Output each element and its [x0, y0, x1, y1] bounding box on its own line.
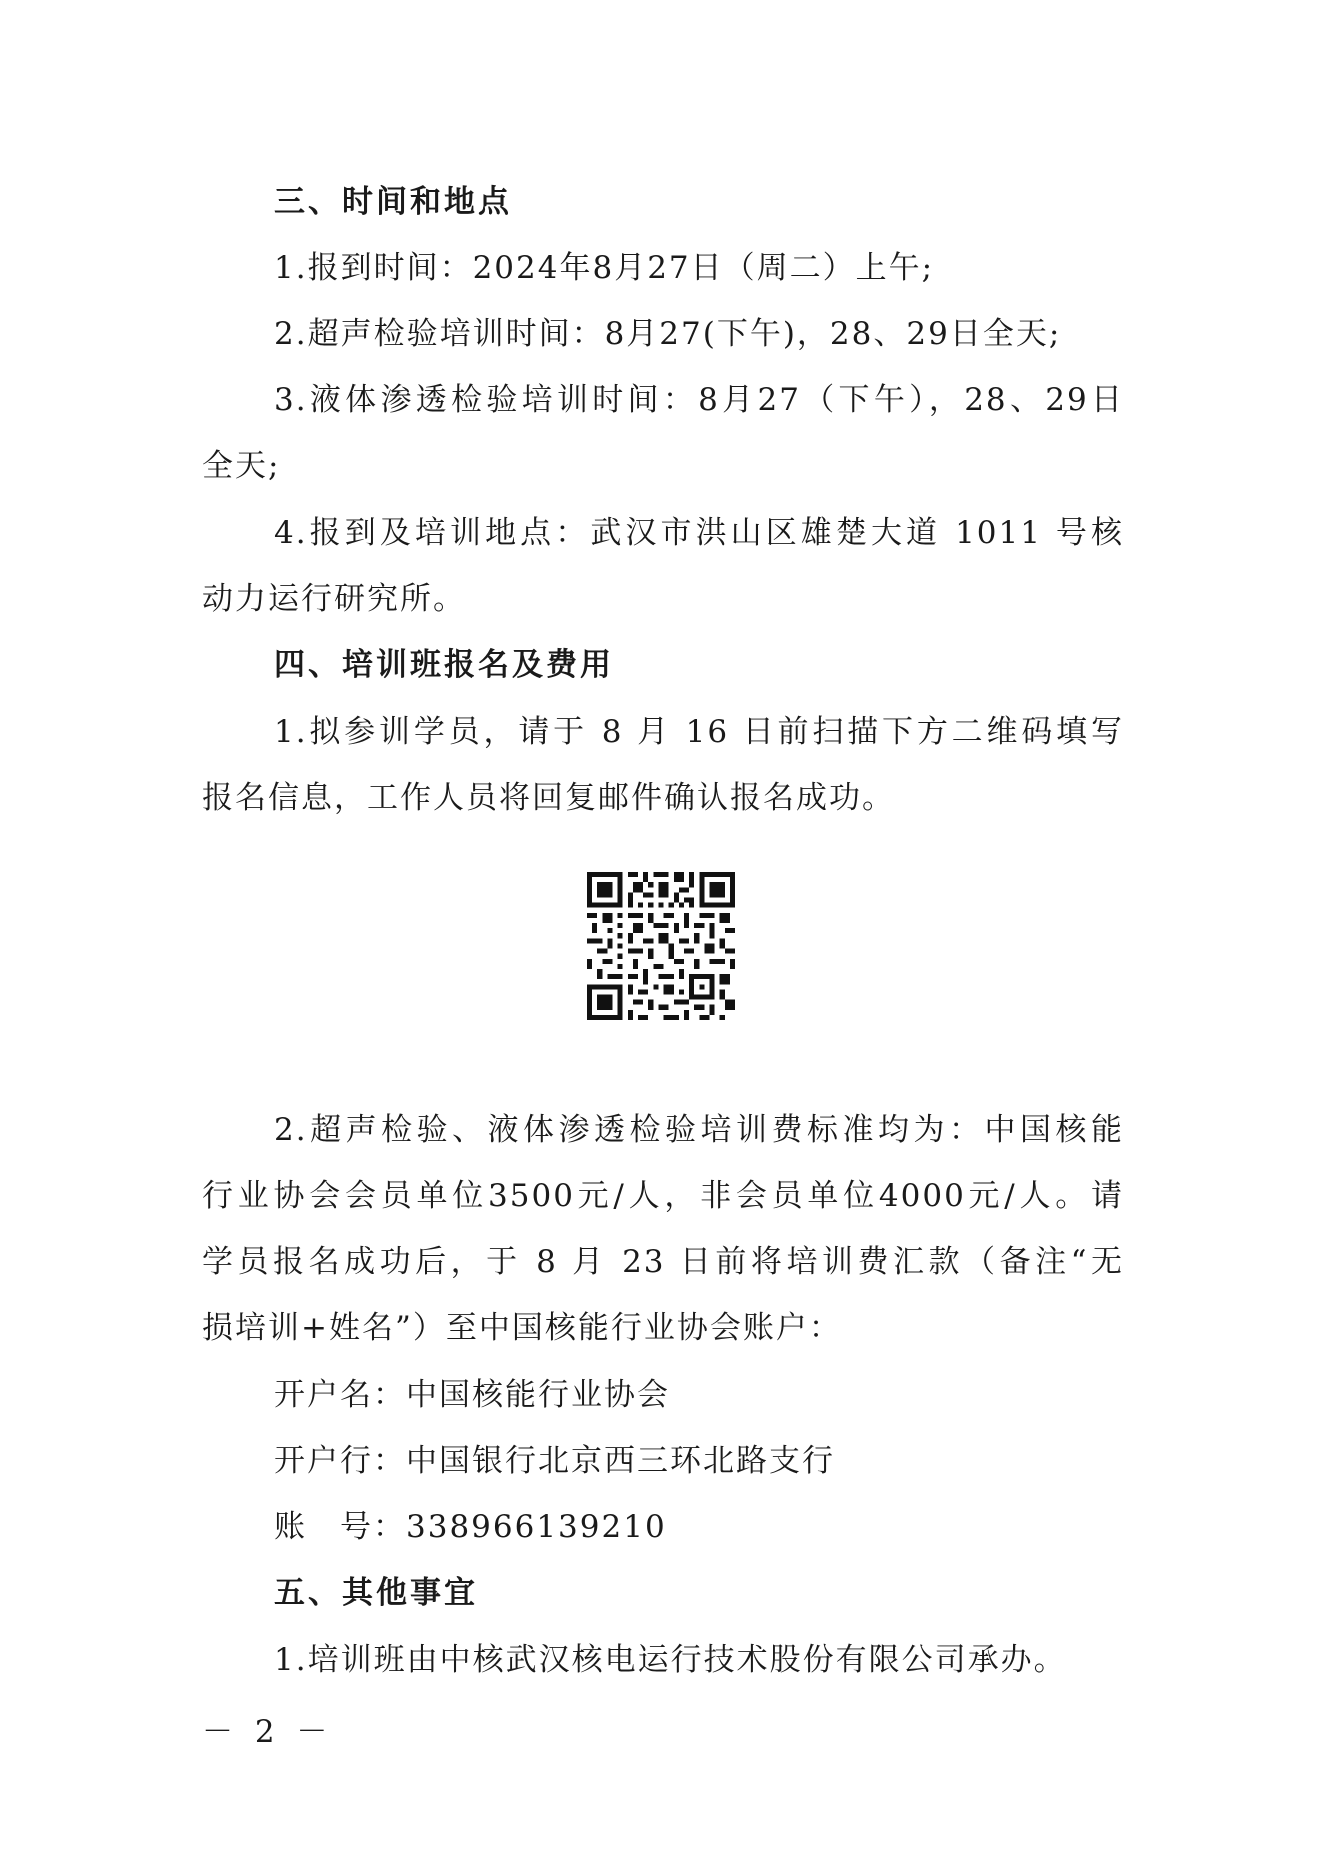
section-5-heading: 五、其他事宜	[274, 1575, 478, 1611]
signup-instruction-line2: 报名信息，工作人员将回复邮件确认报名成功。	[202, 780, 895, 816]
fee-standard-line2: 行业协会会员单位3500元/人，非会员单位4000元/人。请	[202, 1178, 1124, 1214]
penetrant-training-time-line2: 全天;	[202, 448, 281, 484]
qr-code-icon[interactable]	[587, 872, 735, 1020]
section-3-heading: 三、时间和地点	[274, 184, 512, 220]
fee-standard-line1: 2.超声检验、液体渗透检验培训费标准均为：中国核能	[274, 1112, 1124, 1148]
training-location-line1: 4.报到及培训地点：武汉市洪山区雄楚大道 1011 号核	[274, 515, 1124, 551]
account-name: 开户名：中国核能行业协会	[274, 1377, 670, 1413]
organizer-note: 1.培训班由中核武汉核电运行技术股份有限公司承办。	[274, 1642, 1067, 1678]
ultrasonic-training-time: 2.超声检验培训时间：8月27(下午)，28、29日全天;	[274, 316, 1062, 352]
registration-time: 1.报到时间：2024年8月27日（周二）上午;	[274, 250, 935, 286]
fee-standard-line3: 学员报名成功后，于 8 月 23 日前将培训费汇款（备注“无	[202, 1244, 1124, 1280]
signup-instruction-line1: 1.拟参训学员，请于 8 月 16 日前扫描下方二维码填写	[274, 714, 1124, 750]
account-bank: 开户行：中国银行北京西三环北路支行	[274, 1443, 835, 1479]
account-number: 账 号：338966139210	[274, 1509, 667, 1545]
fee-standard-line4: 损培训+姓名”）至中国核能行业协会账户：	[202, 1310, 842, 1346]
penetrant-training-time-line1: 3.液体渗透检验培训时间：8月27（下午），28、29日	[274, 382, 1124, 418]
page-number: － 2 －	[202, 1714, 334, 1750]
training-location-line2: 动力运行研究所。	[202, 581, 466, 617]
section-4-heading: 四、培训班报名及费用	[274, 647, 614, 683]
